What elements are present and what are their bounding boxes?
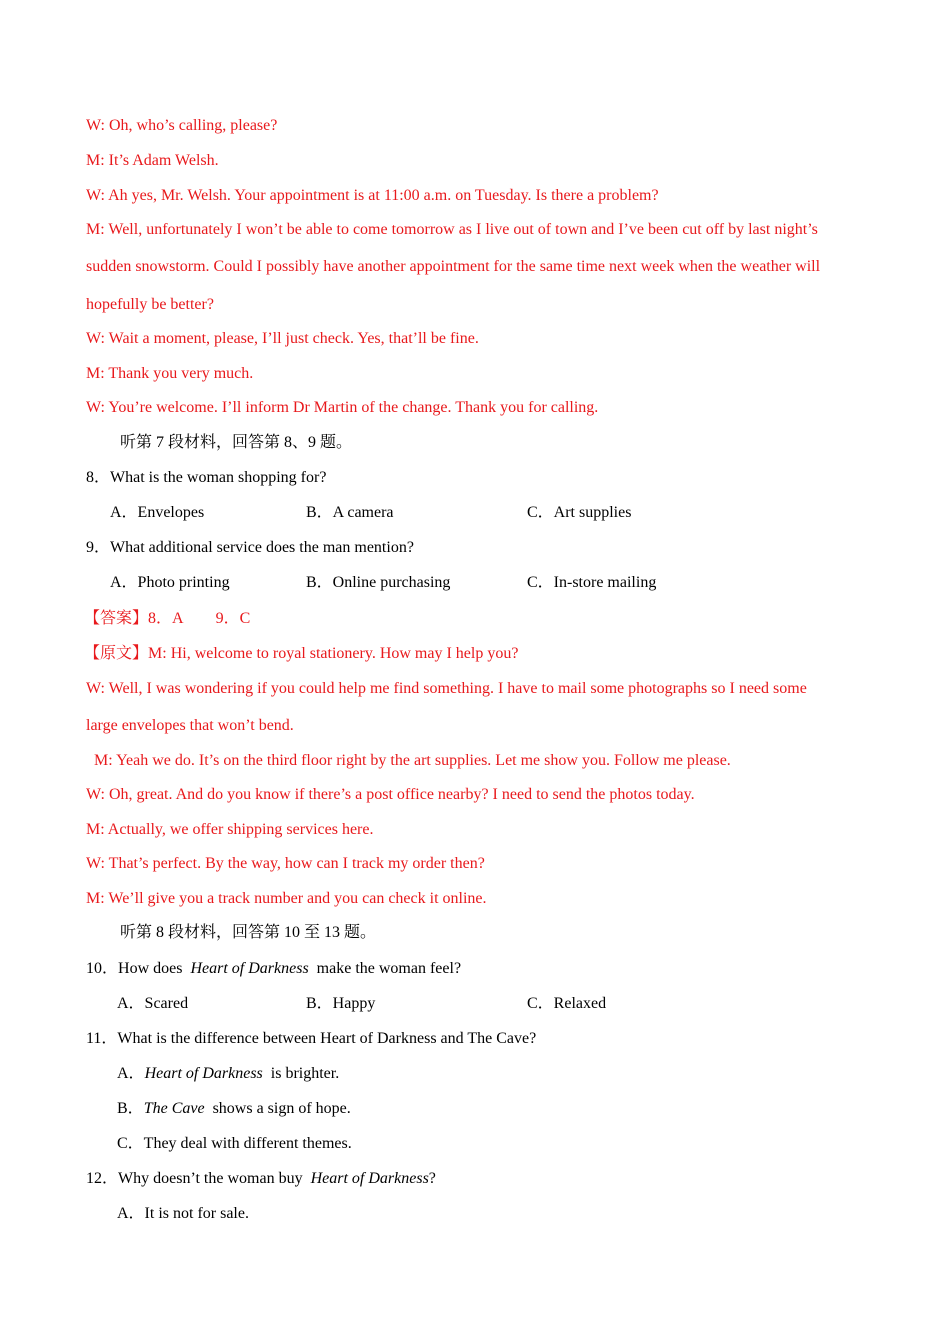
question-text: What is the woman shopping for?	[110, 469, 327, 486]
question-number: 10．	[86, 960, 119, 977]
book-title: Heart of Darkness	[310, 1170, 429, 1187]
q8-option-a: A．Envelopes	[110, 504, 205, 521]
q11-option-a	[117, 1064, 339, 1084]
question-text: Why doesn’t the woman buy	[118, 1170, 303, 1187]
question-text: ?	[428, 1170, 436, 1187]
transcript-line: W: Oh, who’s calling, please?	[86, 117, 278, 134]
question-number: 9．	[86, 539, 111, 556]
q9-option-c: C．In-store mailing	[527, 574, 657, 591]
answer-label: 【答案】	[84, 610, 149, 627]
transcript-line: sudden snowstorm. Could I possibly have another appointment for the same time next week when the weather will	[86, 258, 821, 275]
transcript-line: W: Oh, great. And do you know if there’s a post office nearby? I need to send the photos today.	[86, 786, 695, 803]
transcript-line: M: Thank you very much.	[86, 365, 254, 382]
answer-9: 9．C	[215, 610, 251, 627]
question-text: make the woman feel?	[316, 960, 462, 977]
q10-option-c: C．Relaxed	[527, 995, 607, 1012]
transcript-line: W: Ah yes, Mr. Welsh. Your appointment is at 11:00 a.m. on Tuesday. Is there a problem?	[86, 187, 659, 204]
transcript-line: large envelopes that won’t bend.	[86, 717, 294, 734]
question-10	[86, 959, 461, 979]
transcript-line: M: Well, unfortunately I won’t be able to come tomorrow as I live out of town and I’ve been cut off by last night’s	[86, 221, 818, 238]
original-label: 【原文】	[84, 645, 149, 662]
question-9	[86, 538, 414, 558]
q9-option-b: B．Online purchasing	[306, 574, 451, 591]
question-8	[86, 468, 326, 488]
question-number: 8．	[86, 469, 111, 486]
transcript-line: M: We’ll give you a track number and you can check it online.	[86, 890, 487, 907]
question-11	[86, 1029, 536, 1049]
transcript-line: M: Hi, welcome to royal stationery. How may I help you?	[148, 645, 519, 662]
transcript-line: W: That’s perfect. By the way, how can I track my order then?	[86, 855, 485, 872]
option-label: A．	[117, 1065, 145, 1082]
question-number: 12．	[86, 1170, 119, 1187]
transcript-line: hopefully be better?	[86, 296, 214, 313]
book-title: Heart of Darkness	[144, 1065, 263, 1082]
question-text: What additional service does the man mention?	[110, 539, 414, 556]
transcript-line: M: Yeah we do. It’s on the third floor right by the art supplies. Let me show you. Follow me please.	[94, 752, 731, 769]
transcript-line: M: It’s Adam Welsh.	[86, 152, 219, 169]
transcript-line: W: You’re welcome. I’ll inform Dr Martin of the change. Thank you for calling.	[86, 399, 599, 416]
q9-option-a: A．Photo printing	[110, 574, 230, 591]
q11-option-b	[117, 1099, 351, 1119]
transcript-line: M: Actually, we offer shipping services here.	[86, 821, 374, 838]
book-title: The Cave	[143, 1100, 205, 1117]
q12-option-a: A．It is not for sale.	[117, 1205, 249, 1222]
q10-option-b: B．Happy	[306, 995, 376, 1012]
original-line	[84, 644, 518, 664]
option-text: is brighter.	[270, 1065, 340, 1082]
section-instruction: 听第 8 段材料，回答第 10 至 13 题。	[120, 924, 377, 941]
question-text: How does	[118, 960, 183, 977]
question-12	[86, 1169, 436, 1189]
answer-line	[84, 609, 250, 629]
question-number: 11．	[86, 1030, 118, 1047]
q8-option-c: C．Art supplies	[527, 504, 632, 521]
question-text: What is the difference between Heart of Darkness and The Cave?	[117, 1030, 537, 1047]
book-title: Heart of Darkness	[190, 960, 309, 977]
transcript-line: W: Well, I was wondering if you could help me find something. I have to mail some photographs so I need some	[86, 680, 807, 697]
option-text: shows a sign of hope.	[212, 1100, 351, 1117]
transcript-line: W: Wait a moment, please, I’ll just check. Yes, that’ll be fine.	[86, 330, 479, 347]
option-label: B．	[117, 1100, 144, 1117]
section-instruction: 听第 7 段材料，回答第 8、9 题。	[120, 434, 353, 451]
q8-option-b: B．A camera	[306, 504, 394, 521]
q10-option-a: A．Scared	[117, 995, 189, 1012]
answer-8: 8．A	[148, 610, 184, 627]
q11-option-c: C．They deal with different themes.	[117, 1135, 352, 1152]
